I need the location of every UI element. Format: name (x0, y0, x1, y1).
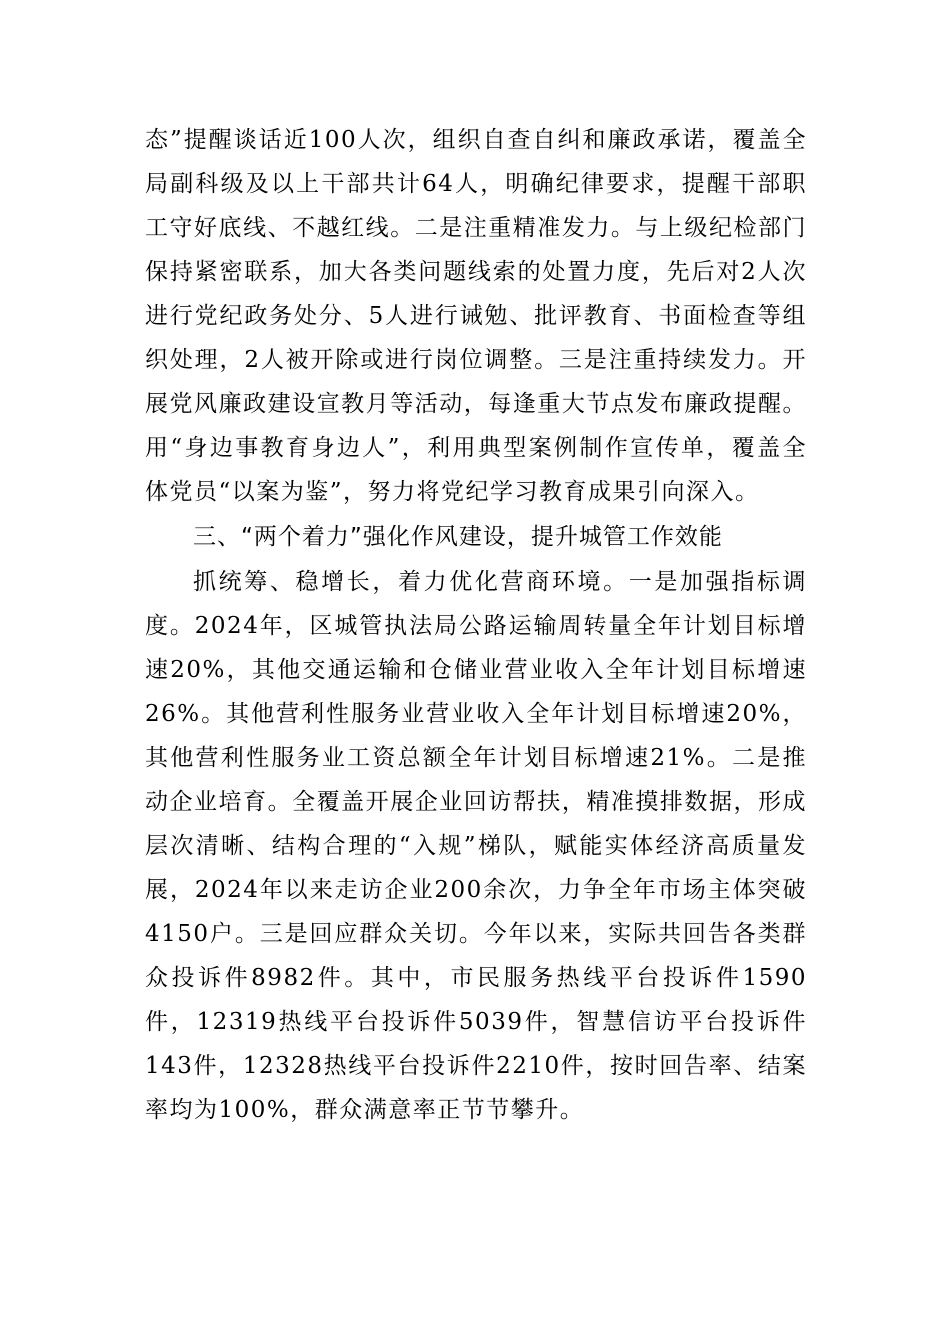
paragraph-continued: 态”提醒谈话近100人次，组织自查自纠和廉政承诺，覆盖全局副科级及以上干部共计64人，明确纪律要求，提醒干部职工守好底线、不越红线。二是注重精准发力。与上级纪检部门保持紧密联系，加大各类问题线索的处置力度，先后对2人次进行党纪政务处分、5人进行诫勉、批评教育、书面检查等组织处理，2人被开除或进行岗位调整。三是注重持续发力。开展党风廉政建设宣教月等活动，每逢重大节点发布廉政提醒。用“身边事教育身边人”，利用典型案例制作宣传单，覆盖全体党员“以案为鉴”，努力将党纪学习教育成果引向深入。 (145, 127, 807, 505)
paragraph-section-3: 抓统筹、稳增长，着力优化营商环境。一是加强指标调度。2024年，区城管执法局公路运输周转量全年计划目标增速20%，其他交通运输和仓储业营业收入全年计划目标增速26%。其他营利性服务业营业收入全年计划目标增速20%，其他营利性服务业工资总额全年计划目标增速21%。二是推动企业培育。全覆盖开展企业回访帮扶，精准摸排数据，形成层次清晰、结构合理的“入规”梯队，赋能实体经济高质量发展，2024年以来走访企业200余次，力争全年市场主体突破4150户。三是回应群众关切。今年以来，实际共回告各类群众投诉件8982件。其中，市民服务热线平台投诉件1590件，12319热线平台投诉件5039件，智慧信访平台投诉件143件，12328热线平台投诉件2210件，按时回告率、结案率均为100%，群众满意率正节节攀升。 (145, 569, 807, 1123)
section-heading: 三、“两个着力”强化作风建设，提升城管工作效能 (193, 524, 723, 550)
document-body (145, 118, 807, 1132)
